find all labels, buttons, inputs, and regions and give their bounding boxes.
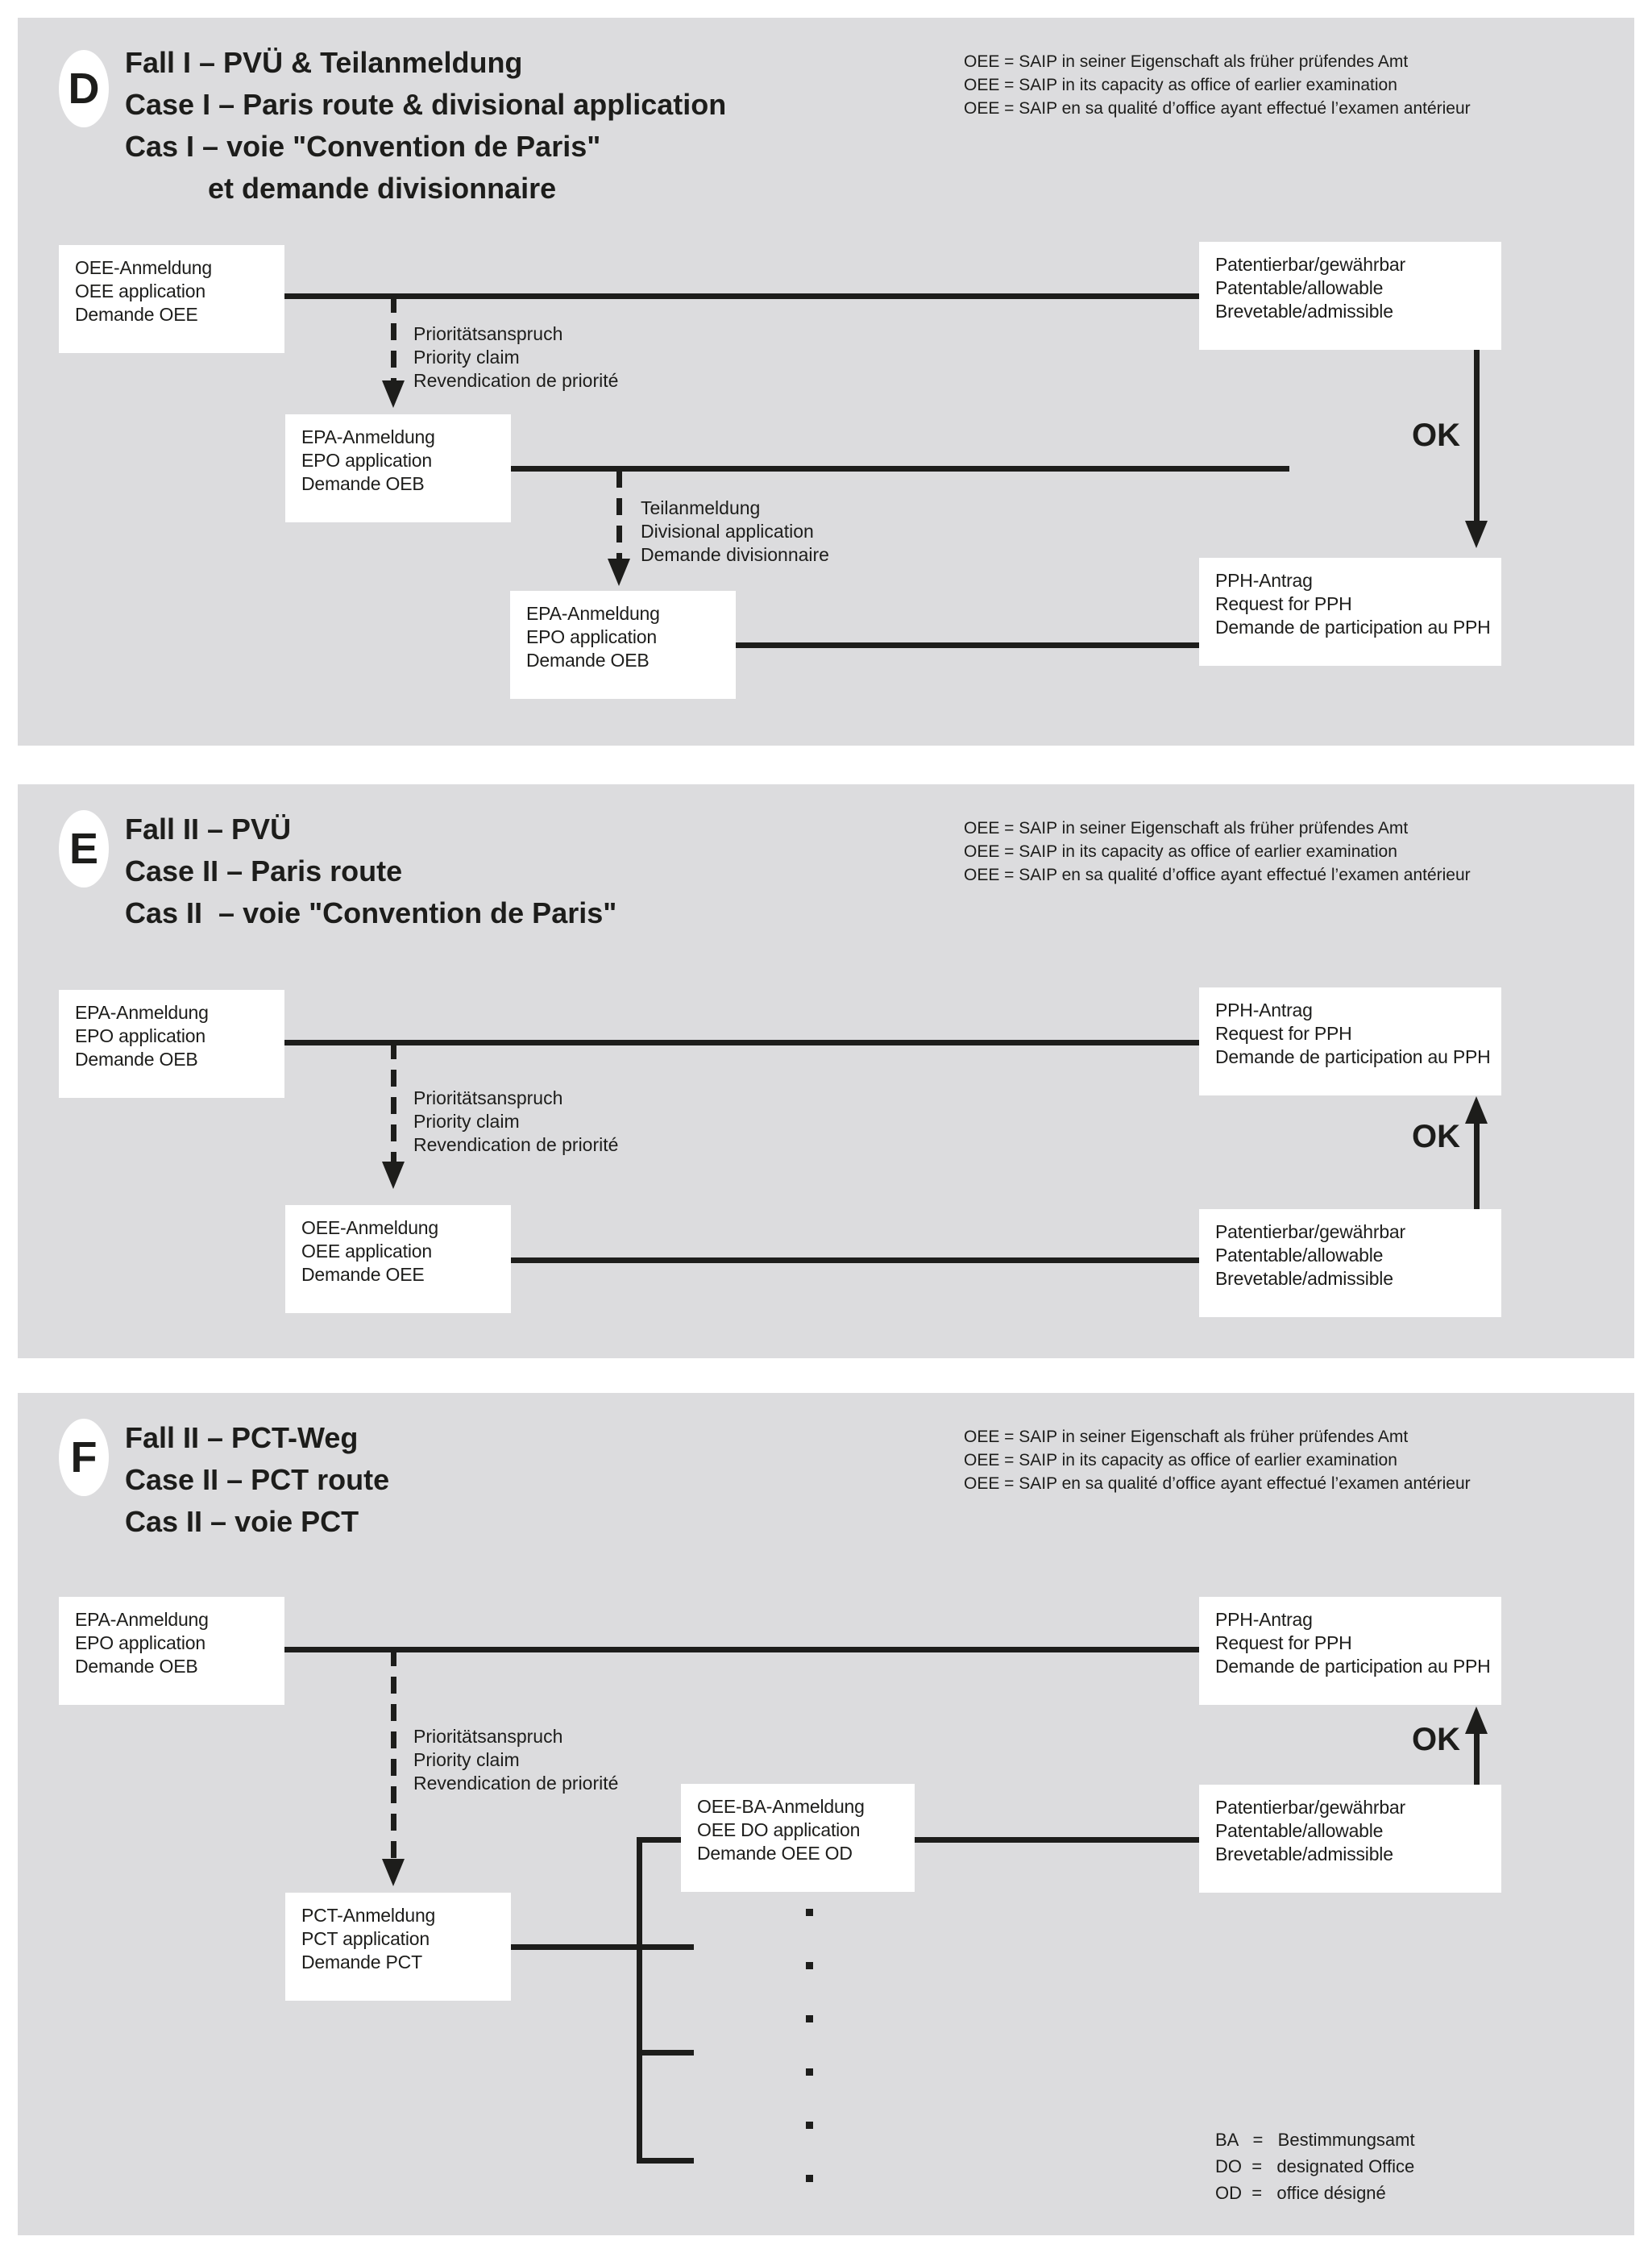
priority-claim-dashed-line xyxy=(391,1042,396,1162)
legend-line: OD = office désigné xyxy=(1215,2183,1386,2203)
panel-case-1 xyxy=(18,18,1634,746)
node-text-line: Brevetable/admissible xyxy=(1215,1844,1393,1864)
panel-title xyxy=(125,42,726,210)
ba-do-od-legend xyxy=(1215,2126,1415,2206)
connector-divisional-to-pph xyxy=(736,642,1199,648)
legend-line: OEE = SAIP in its capacity as office of earlier examination xyxy=(964,76,1397,94)
ok-label: OK xyxy=(1412,1119,1460,1154)
panel-badge xyxy=(59,810,109,887)
node-text-line: Patentable/allowable xyxy=(1215,1820,1384,1841)
trunk-branch-top xyxy=(637,1837,681,1843)
node-text-line: Demande OEE xyxy=(75,304,198,325)
priority-claim-dashed-line xyxy=(391,1649,396,1859)
title-line: Cas II – voie "Convention de Paris" xyxy=(125,896,617,929)
node-patentable xyxy=(1199,242,1501,350)
legend-line: OEE = SAIP in seiner Eigenschaft als früher prüfendes Amt xyxy=(964,1428,1409,1446)
ok-arrow-line xyxy=(1474,1734,1480,1785)
label-line: Prioritätsanspruch xyxy=(413,323,563,344)
node-text-line: Patentierbar/gewährbar xyxy=(1215,254,1405,275)
connector-oee-to-patentable xyxy=(284,293,1199,299)
legend-line: OEE = SAIP en sa qualité d’office ayant effectué l’examen antérieur xyxy=(964,866,1471,884)
node-text-line: Demande OEB xyxy=(301,473,425,494)
designated-office-trunk-line xyxy=(637,1837,642,2164)
node-text-line: Brevetable/admissible xyxy=(1215,1268,1393,1289)
arrow-down-icon xyxy=(608,559,630,586)
node-text-line: EPA-Anmeldung xyxy=(75,1609,209,1630)
connector-epo-to-pph xyxy=(284,1040,1199,1045)
node-text-line: Patentierbar/gewährbar xyxy=(1215,1797,1405,1818)
label-line: Revendication de priorité xyxy=(413,1134,619,1155)
legend-line: OEE = SAIP in seiner Eigenschaft als früher prüfendes Amt xyxy=(964,819,1409,838)
node-epo-application xyxy=(59,990,284,1098)
panel-case-2-paris xyxy=(18,784,1634,1358)
label-line: Priority claim xyxy=(413,1111,520,1132)
node-text-line: Demande de participation au PPH xyxy=(1215,617,1491,638)
arrow-down-icon xyxy=(1465,521,1488,548)
label-line: Priority claim xyxy=(413,347,520,368)
connector-epo-toward-ok xyxy=(511,466,1289,472)
legend-line: OEE = SAIP in its capacity as office of earlier examination xyxy=(964,1451,1397,1469)
node-text-line: OEE-Anmeldung xyxy=(301,1217,438,1238)
ellipsis-dot xyxy=(806,1909,813,1916)
node-text-line: Demande PCT xyxy=(301,1952,422,1972)
node-text-line: OEE-BA-Anmeldung xyxy=(697,1796,865,1817)
arrow-up-icon xyxy=(1465,1096,1488,1124)
legend-line: BA = Bestimmungsamt xyxy=(1215,2130,1415,2150)
panel-badge-letter: D xyxy=(68,64,100,113)
node-patentable xyxy=(1199,1209,1501,1317)
divisional-application-label xyxy=(641,497,829,567)
trunk-branch-middle xyxy=(637,2050,694,2056)
node-text-line: PCT application xyxy=(301,1928,430,1949)
oee-abbreviation-legend xyxy=(964,817,1471,887)
node-text-line: PPH-Antrag xyxy=(1215,1609,1313,1630)
node-text-line: OEE application xyxy=(301,1241,432,1262)
node-text-line: OEE-Anmeldung xyxy=(75,257,212,278)
ok-label: OK xyxy=(1412,418,1460,453)
arrow-down-icon xyxy=(382,1162,405,1189)
label-line: Prioritätsanspruch xyxy=(413,1087,563,1108)
node-epo-application xyxy=(285,414,511,522)
label-line: Revendication de priorité xyxy=(413,1773,619,1794)
arrow-down-icon xyxy=(382,380,405,408)
title-line: Case I – Paris route & divisional application xyxy=(125,88,727,121)
title-line: Fall II – PCT-Weg xyxy=(125,1421,359,1454)
ellipsis-dot xyxy=(806,2122,813,2129)
node-oee-application xyxy=(59,245,284,353)
node-text-line: Patentierbar/gewährbar xyxy=(1215,1221,1405,1242)
title-line: Fall II – PVÜ xyxy=(125,813,292,846)
oee-abbreviation-legend xyxy=(964,50,1471,120)
legend-line: OEE = SAIP in its capacity as office of earlier examination xyxy=(964,842,1397,861)
ok-label: OK xyxy=(1412,1722,1460,1757)
node-oee-designated-office-application xyxy=(681,1784,915,1892)
node-text-line: EPA-Anmeldung xyxy=(526,603,660,624)
node-text-line: PCT-Anmeldung xyxy=(301,1905,436,1926)
node-text-line: Demande OEB xyxy=(75,1049,198,1070)
panel-title xyxy=(125,809,616,934)
connector-oee-do-to-patentable xyxy=(915,1837,1199,1843)
node-epo-divisional-application xyxy=(510,591,736,699)
ellipsis-dot xyxy=(806,2068,813,2076)
trunk-branch-bottom xyxy=(637,2158,694,2164)
title-line: Case II – PCT route xyxy=(125,1463,390,1496)
label-line: Demande divisionnaire xyxy=(641,544,829,565)
title-line: Cas I – voie "Convention de Paris" xyxy=(125,130,601,163)
node-text-line: EPA-Anmeldung xyxy=(75,1002,209,1023)
title-line: Case II – Paris route xyxy=(125,854,403,887)
node-text-line: Request for PPH xyxy=(1215,1632,1352,1653)
node-text-line: Demande de participation au PPH xyxy=(1215,1046,1491,1067)
node-text-line: EPA-Anmeldung xyxy=(301,426,435,447)
legend-line: OEE = SAIP in seiner Eigenschaft als früher prüfendes Amt xyxy=(964,52,1409,71)
node-text-line: Patentable/allowable xyxy=(1215,1245,1384,1266)
legend-line: OEE = SAIP en sa qualité d’office ayant effectué l’examen antérieur xyxy=(964,99,1471,118)
priority-claim-label xyxy=(413,1725,618,1795)
node-text-line: Request for PPH xyxy=(1215,593,1352,614)
node-text-line: Demande OEE xyxy=(301,1264,425,1285)
node-pct-application xyxy=(285,1893,511,2001)
node-text-line: Demande de participation au PPH xyxy=(1215,1656,1491,1677)
node-patentable xyxy=(1199,1785,1501,1893)
arrow-down-icon xyxy=(382,1859,405,1886)
connector-oee-to-patentable xyxy=(511,1257,1199,1263)
priority-claim-label xyxy=(413,1087,618,1157)
label-line: Divisional application xyxy=(641,521,814,542)
ellipsis-dot xyxy=(806,1962,813,1969)
node-text-line: EPO application xyxy=(75,1025,205,1046)
node-text-line: Request for PPH xyxy=(1215,1023,1352,1044)
ellipsis-dot xyxy=(806,2175,813,2182)
panel-title xyxy=(125,1417,389,1543)
panel-case-2-pct xyxy=(18,1393,1634,2235)
connector-epo-to-pph xyxy=(284,1647,1199,1652)
node-epo-application xyxy=(59,1597,284,1705)
node-text-line: Demande OEE OD xyxy=(697,1843,853,1864)
label-line: Teilanmeldung xyxy=(641,497,761,518)
node-text-line: EPO application xyxy=(526,626,657,647)
panel-badge xyxy=(59,50,109,127)
label-line: Prioritätsanspruch xyxy=(413,1726,563,1747)
priority-claim-dashed-line xyxy=(391,296,396,380)
node-text-line: Demande OEB xyxy=(526,650,650,671)
title-line: Fall I – PVÜ & Teilanmeldung xyxy=(125,46,523,79)
panel-badge-letter: E xyxy=(68,825,99,873)
node-text-line: Patentable/allowable xyxy=(1215,277,1384,298)
node-text-line: Demande OEB xyxy=(75,1656,198,1677)
ok-arrow-line xyxy=(1474,1124,1480,1209)
panel-badge xyxy=(59,1419,109,1496)
node-text-line: EPO application xyxy=(301,450,432,471)
panel-badge-letter: F xyxy=(70,1433,98,1482)
node-text-line: EPO application xyxy=(75,1632,205,1653)
node-text-line: PPH-Antrag xyxy=(1215,1000,1313,1021)
legend-line: OEE = SAIP en sa qualité d’office ayant effectué l’examen antérieur xyxy=(964,1474,1471,1493)
ok-arrow-line xyxy=(1474,350,1480,521)
label-line: Revendication de priorité xyxy=(413,370,619,391)
node-pph-request xyxy=(1199,558,1501,666)
title-line: et demande divisionnaire xyxy=(208,172,557,205)
title-line: Cas II – voie PCT xyxy=(125,1505,359,1538)
arrow-up-icon xyxy=(1465,1706,1488,1734)
legend-line: DO = designated Office xyxy=(1215,2156,1415,2176)
node-text-line: Brevetable/admissible xyxy=(1215,301,1393,322)
node-oee-application xyxy=(285,1205,511,1313)
label-line: Priority claim xyxy=(413,1749,520,1770)
node-text-line: PPH-Antrag xyxy=(1215,570,1313,591)
oee-abbreviation-legend xyxy=(964,1425,1471,1495)
node-pph-request xyxy=(1199,1597,1501,1705)
node-text-line: OEE application xyxy=(75,281,205,301)
divisional-dashed-line xyxy=(616,471,622,559)
node-pph-request xyxy=(1199,987,1501,1095)
ellipsis-dot xyxy=(806,2015,813,2022)
node-text-line: OEE DO application xyxy=(697,1819,861,1840)
priority-claim-label xyxy=(413,322,618,393)
connector-pct-to-trunk xyxy=(511,1944,694,1950)
